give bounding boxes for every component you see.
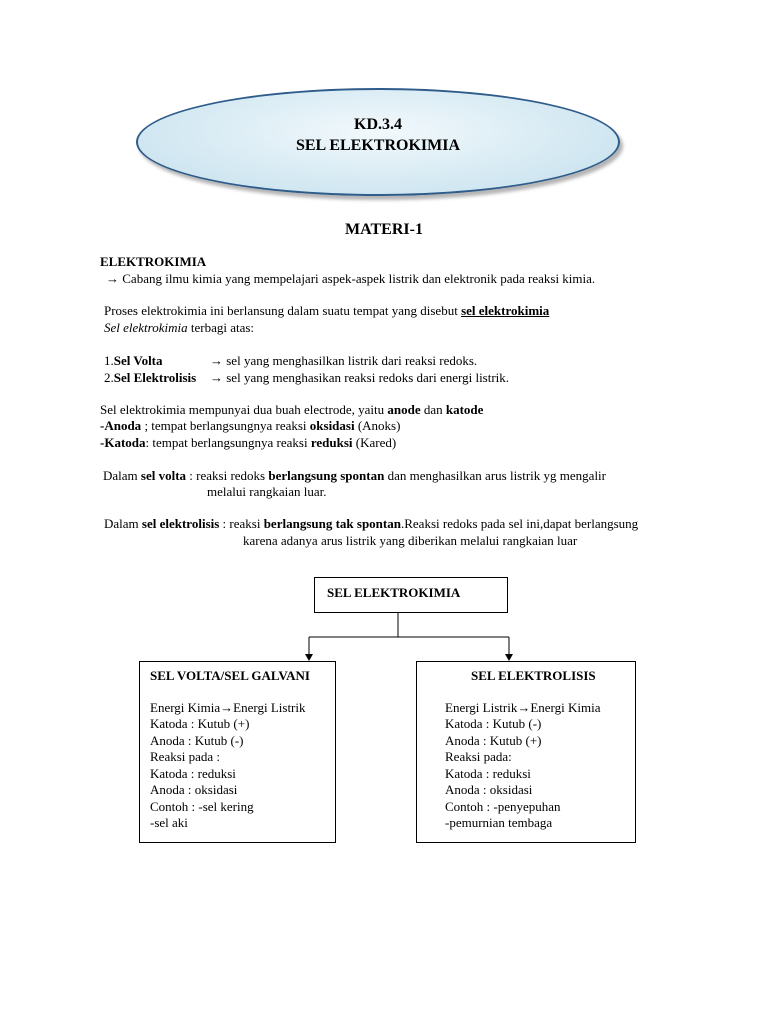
sel-volta-line: Reaksi pada : xyxy=(150,749,221,764)
katoda-label: -Katoda xyxy=(100,435,146,450)
type-name: Sel Volta xyxy=(113,353,163,368)
materi-title: MATERI-1 xyxy=(345,221,423,238)
section-heading: ELEKTROKIMIA xyxy=(100,254,207,269)
anoda-reaction: oksidasi xyxy=(309,418,355,433)
type-desc: → sel yang menghasilkan listrik dari reaksi redoks. xyxy=(210,353,478,368)
sel-elektrolisis-box xyxy=(416,661,636,843)
katoda-reaction: reduksi xyxy=(310,435,353,450)
sel-volta-line: Katoda : Kutub (+) xyxy=(150,716,250,731)
elektrolisis-colon: : reaksi xyxy=(219,516,264,531)
volta-note-line2: melalui rangkaian luar. xyxy=(207,484,327,499)
sel-volta-title: SEL VOLTA/SEL GALVANI xyxy=(150,668,310,683)
sel-volta-line: Contoh : -sel kering xyxy=(150,799,254,814)
chapter-title: SEL ELEKTROKIMIA xyxy=(295,137,461,154)
sel-volta-line: Anoda : Kutub (-) xyxy=(150,733,244,748)
katoda-note: (Kared) xyxy=(352,435,397,450)
sel-volta-line: Energi Kimia→Energi Listrik xyxy=(150,700,306,715)
volta-prefix: Dalam xyxy=(103,468,141,483)
electrodes-intro-text: Sel elektrokimia mempunyai dua buah electrode, yaitu xyxy=(100,402,388,417)
dan-text: dan xyxy=(420,402,446,417)
anoda-text: ; tempat berlangsungnya reaksi xyxy=(141,418,310,433)
sel-volta-line: -sel aki xyxy=(150,815,188,830)
type-name: Sel Elektrolisis xyxy=(113,370,197,385)
terbagi-term: Sel elektrokimia xyxy=(104,320,188,335)
anoda-label: -Anoda xyxy=(100,418,142,433)
sel-elektrolisis-title: SEL ELEKTROLISIS xyxy=(471,668,596,683)
volta-term: sel volta xyxy=(140,468,187,483)
sel-elektrolisis-line: Anoda : oksidasi xyxy=(445,782,533,797)
elektrolisis-note-line2: karena adanya arus listrik yang diberikan melalui rangkaian luar xyxy=(243,533,578,548)
type-desc: → sel yang menghasikan reaksi redoks dari energi listrik. xyxy=(210,370,510,385)
type-num: 1. xyxy=(104,353,114,368)
sel-elektrolisis-line: Energi Listrik→Energi Kimia xyxy=(445,700,601,715)
kd-code: KD.3.4 xyxy=(354,116,402,133)
sel-elektrolisis-line: Reaksi pada: xyxy=(445,749,512,764)
proses-term: sel elektrokimia xyxy=(461,303,550,318)
terbagi-text: terbagi atas: xyxy=(187,320,255,335)
volta-bold: berlangsung spontan xyxy=(268,468,385,483)
elektrolisis-term: sel elektrolisis xyxy=(141,516,220,531)
type-num: 2. xyxy=(104,370,114,385)
sel-elektrolisis-line: Contoh : -penyepuhan xyxy=(445,799,561,814)
sel-elektrolisis-line: -pemurnian tembaga xyxy=(445,815,553,830)
sel-elektrolisis-line: Katoda : reduksi xyxy=(445,766,531,781)
elektrolisis-rest: .Reaksi redoks pada sel ini,dapat berlangsung xyxy=(400,516,639,531)
diagram-root-label: SEL ELEKTROKIMIA xyxy=(327,585,461,600)
sel-elektrolisis-line: Katoda : Kutub (-) xyxy=(445,716,542,731)
sel-elektrolisis-line: Anoda : Kutub (+) xyxy=(445,733,542,748)
volta-rest: dan menghasilkan arus listrik yg mengalir xyxy=(384,468,607,483)
anoda-note: (Anoks) xyxy=(354,418,401,433)
sel-volta-line: Anoda : oksidasi xyxy=(150,782,238,797)
proses-text: Proses elektrokimia ini berlansung dalam suatu tempat yang disebut xyxy=(104,303,462,318)
katoda-text: : tempat berlangsungnya reaksi xyxy=(145,435,311,450)
katode-term: katode xyxy=(445,402,484,417)
elektrolisis-prefix: Dalam xyxy=(104,516,142,531)
elektrolisis-bold: berlangsung tak spontan xyxy=(263,516,401,531)
sel-volta-box xyxy=(139,661,336,843)
volta-colon: : reaksi redoks xyxy=(186,468,269,483)
definition-text: → Cabang ilmu kimia yang mempelajari aspek-aspek listrik dan elektronik pada reaksi kimia. xyxy=(106,271,596,286)
anode-term: anode xyxy=(387,402,421,417)
sel-volta-line: Katoda : reduksi xyxy=(150,766,236,781)
